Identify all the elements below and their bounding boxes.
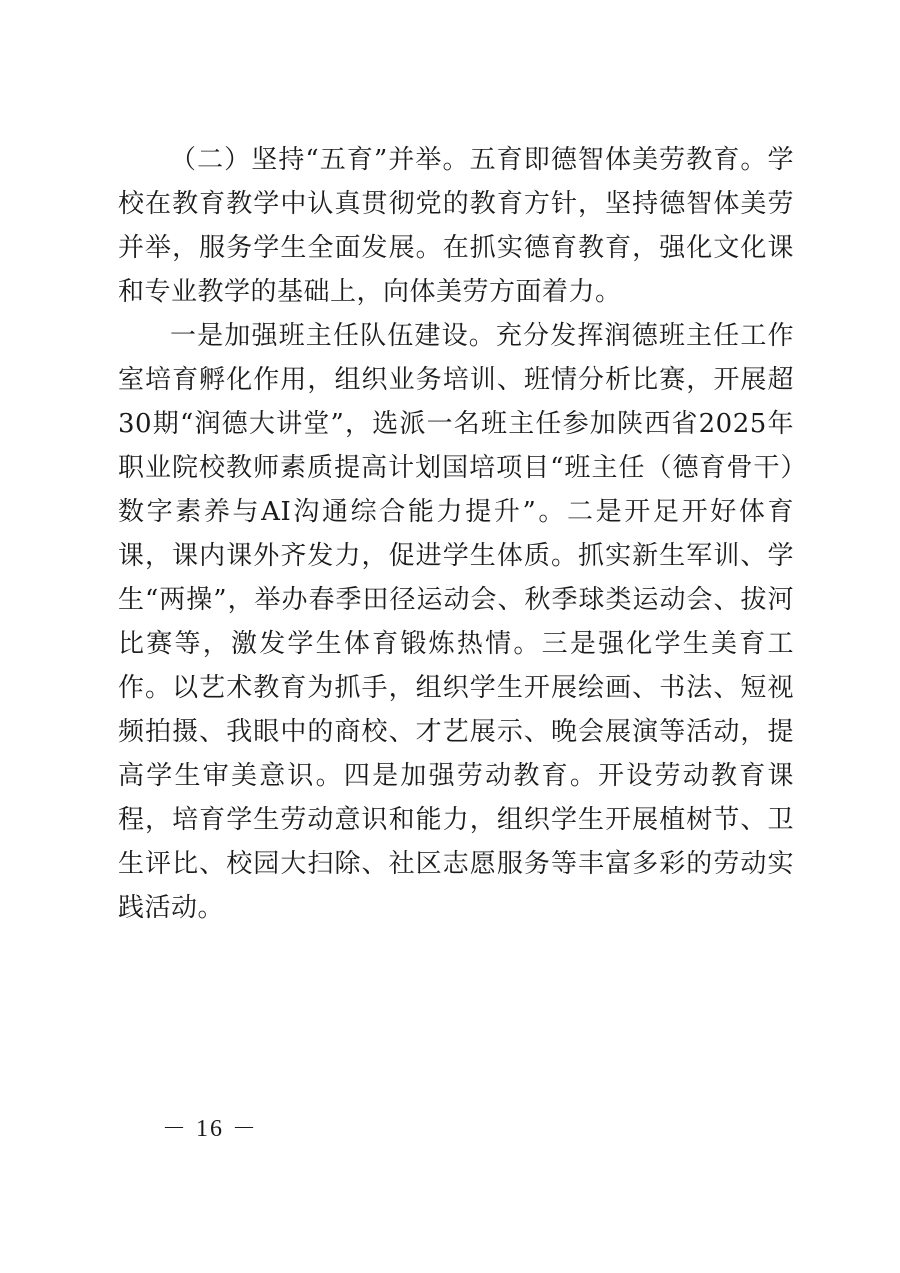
paragraph-five-educations: （二）坚持“五育”并举。五育即德智体美劳教育。学校在教育教学中认真贯彻党的教育方针，坚持德智体美劳并举，服务学生全面发展。在抓实德育教育，强化文化课和专业教学的基础上，向体美劳方面着力。 — [118, 145, 794, 307]
page-number: － 16 － — [162, 1116, 258, 1142]
paragraph-measures: 一是加强班主任队伍建设。充分发挥润德班主任工作室培育孵化作用，组织业务培训、班情分析比赛，开展超30期“润德大讲堂”，选派一名班主任参加陕西省2025年职业院校教师素质提高计划国培项目“班主任（德育骨干）数字素养与AI沟通综合能力提升”。二是开足开好体育课，课内课外齐发力，促进学生体质。抓实新生军训、学生“两操”，举办春季田径运动会、秋季球类运动会、拔河比赛等，激发学生体育锻炼热情。三是强化学生美育工作。以艺术教育为抓手，组织学生开展绘画、书法、短视频拍摄、我眼中的商校、才艺展示、晚会展演等活动，提高学生审美意识。四是加强劳动教育。开设劳动教育课程，培育学生劳动意识和能力，组织学生开展植树节、卫生评比、校园大扫除、社区志愿服务等丰富多彩的劳动实践活动。 — [118, 321, 794, 923]
document-body — [118, 138, 794, 930]
